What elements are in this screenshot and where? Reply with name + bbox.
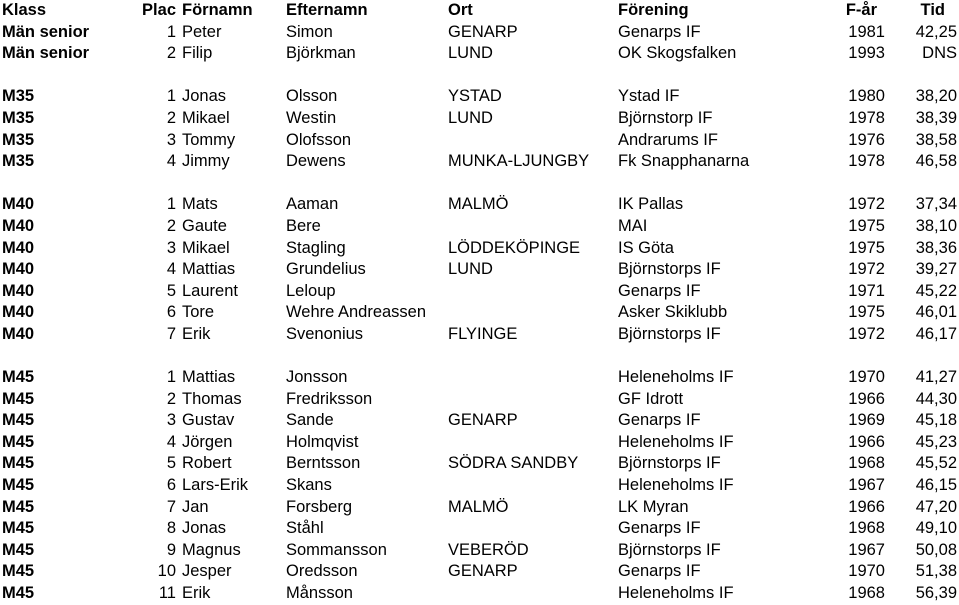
cell-plac: 4 [166, 260, 176, 279]
cell-fornamn: Jörgen [182, 432, 233, 451]
cell-tid: 46,15 [915, 476, 957, 495]
cell-fornamn: Mikael [182, 108, 230, 127]
cell-plac: 2 [166, 44, 176, 63]
cell-plac: 5 [166, 281, 176, 300]
header-far: F-år [845, 1, 877, 19]
cell-klass: M45 [2, 519, 35, 538]
results-body [0, 22, 959, 605]
table-row [0, 540, 959, 562]
cell-ort [448, 302, 618, 324]
cell-tid: 41,27 [915, 368, 957, 387]
cell-ort: LÖDDEKÖPINGE [448, 238, 581, 257]
cell-plac: 4 [166, 432, 176, 451]
cell-far: 1975 [848, 216, 885, 235]
table-row [0, 108, 959, 130]
cell-fornamn: Mats [182, 195, 218, 214]
cell-plac: 4 [166, 152, 176, 171]
cell-far: 1971 [848, 281, 885, 300]
cell-far: 1972 [848, 260, 885, 279]
cell-ort: VEBERÖD [448, 540, 529, 559]
spacer-cell [0, 173, 959, 195]
cell-far: 1975 [848, 238, 885, 257]
cell-tid: 46,01 [915, 303, 957, 322]
table-row [0, 281, 959, 303]
table-row [0, 216, 959, 238]
cell-ort: GENARP [448, 411, 518, 430]
cell-efternamn: Fredriksson [286, 389, 373, 408]
cell-forening: Genarps IF [618, 22, 701, 41]
cell-forening: Heleneholms IF [618, 432, 734, 451]
cell-plac: 8 [166, 519, 176, 538]
cell-fornamn: Jimmy [182, 152, 230, 171]
cell-klass: M40 [2, 216, 35, 235]
cell-ort [448, 389, 618, 411]
cell-forening: LK Myran [618, 497, 689, 516]
cell-tid: 56,39 [915, 584, 957, 603]
cell-plac: 6 [166, 303, 176, 322]
cell-efternamn: Grundelius [286, 260, 366, 279]
cell-efternamn: Olofsson [286, 130, 352, 149]
cell-forening: Heleneholms IF [618, 584, 734, 603]
cell-efternamn: Sande [286, 411, 334, 430]
cell-tid: 45,52 [915, 454, 957, 473]
cell-klass: M45 [2, 562, 35, 581]
cell-tid: 49,10 [915, 519, 957, 538]
spacer-cell [0, 65, 959, 87]
cell-fornamn: Tore [182, 303, 215, 322]
cell-plac: 7 [166, 324, 176, 343]
cell-far: 1993 [848, 44, 885, 63]
cell-tid: 46,17 [915, 324, 957, 343]
cell-tid: 42,25 [915, 22, 957, 41]
cell-ort: YSTAD [448, 87, 502, 106]
cell-ort: FLYINGE [448, 324, 518, 343]
cell-klass: M35 [2, 87, 35, 106]
cell-klass: M40 [2, 281, 35, 300]
cell-fornamn: Erik [182, 584, 211, 603]
cell-efternamn: Olsson [286, 87, 338, 106]
cell-klass: M45 [2, 584, 35, 603]
cell-klass: M40 [2, 238, 35, 257]
cell-far: 1966 [848, 432, 885, 451]
cell-forening: Ystad IF [618, 87, 680, 106]
cell-tid: 39,27 [915, 260, 957, 279]
cell-klass: M45 [2, 454, 35, 473]
cell-fornamn: Magnus [182, 540, 241, 559]
cell-fornamn: Gustav [182, 411, 235, 430]
cell-forening: Genarps IF [618, 519, 701, 538]
cell-ort [448, 583, 618, 605]
group-spacer [0, 65, 959, 87]
cell-tid: 45,22 [915, 281, 957, 300]
cell-ort [448, 216, 618, 238]
cell-klass: M40 [2, 324, 35, 343]
cell-fornamn: Filip [182, 44, 213, 63]
cell-far: 1980 [848, 87, 885, 106]
cell-ort [448, 475, 618, 497]
cell-far: 1976 [848, 130, 885, 149]
cell-klass: Män senior [2, 44, 90, 63]
table-row [0, 561, 959, 583]
cell-tid: 38,20 [915, 87, 957, 106]
table-row [0, 194, 959, 216]
cell-plac: 3 [166, 130, 176, 149]
cell-tid: 45,18 [915, 411, 957, 430]
cell-fornamn: Laurent [182, 281, 238, 300]
header-plac: Plac [142, 1, 176, 19]
table-row [0, 151, 959, 173]
cell-efternamn: Jonsson [286, 368, 348, 387]
cell-efternamn: Dewens [286, 152, 346, 171]
cell-forening: IK Pallas [618, 195, 684, 214]
cell-far: 1967 [848, 476, 885, 495]
cell-klass: M45 [2, 497, 35, 516]
cell-fornamn: Gaute [182, 216, 227, 235]
cell-tid: 37,34 [915, 195, 957, 214]
header-ort: Ort [448, 1, 473, 19]
table-row [0, 130, 959, 152]
cell-fornamn: Jonas [182, 87, 227, 106]
cell-tid: 46,58 [915, 152, 957, 171]
cell-far: 1968 [848, 584, 885, 603]
cell-plac: 3 [166, 411, 176, 430]
cell-far: 1966 [848, 497, 885, 516]
table-row [0, 43, 959, 65]
cell-forening: GF Idrott [618, 389, 684, 408]
cell-plac: 7 [166, 497, 176, 516]
table-row [0, 475, 959, 497]
cell-klass: M45 [2, 432, 35, 451]
cell-plac: 2 [166, 108, 176, 127]
cell-efternamn: Björkman [286, 44, 356, 63]
cell-forening: Björnstorp IF [618, 108, 713, 127]
cell-fornamn: Thomas [182, 389, 242, 408]
cell-efternamn: Aaman [286, 195, 339, 214]
cell-ort [448, 281, 618, 303]
cell-klass: M45 [2, 411, 35, 430]
cell-far: 1966 [848, 389, 885, 408]
cell-far: 1968 [848, 454, 885, 473]
cell-forening: OK Skogsfalken [618, 44, 737, 63]
cell-klass: M45 [2, 389, 35, 408]
table-row [0, 238, 959, 260]
cell-tid: DNS [922, 44, 957, 63]
table-row [0, 583, 959, 605]
cell-forening: Fk Snapphanarna [618, 152, 750, 171]
cell-klass: M35 [2, 108, 35, 127]
cell-plac: 5 [166, 454, 176, 473]
cell-tid: 47,20 [915, 497, 957, 516]
cell-efternamn: Leloup [286, 281, 336, 300]
cell-efternamn: Forsberg [286, 497, 353, 516]
cell-ort [448, 518, 618, 540]
cell-ort [448, 432, 618, 454]
cell-efternamn: Wehre Andreassen [286, 303, 427, 322]
cell-forening: Heleneholms IF [618, 368, 734, 387]
table-row [0, 302, 959, 324]
cell-far: 1969 [848, 411, 885, 430]
cell-tid: 45,23 [915, 432, 957, 451]
spacer-cell [0, 346, 959, 368]
cell-efternamn: Oredsson [286, 562, 358, 581]
header-klass: Klass [2, 1, 47, 19]
cell-far: 1972 [848, 324, 885, 343]
cell-efternamn: Svenonius [286, 324, 364, 343]
cell-forening: Björnstorps IF [618, 260, 721, 279]
cell-efternamn: Bere [286, 216, 321, 235]
table-row [0, 324, 959, 346]
table-row [0, 86, 959, 108]
table-row [0, 22, 959, 44]
table-row [0, 432, 959, 454]
cell-forening: Björnstorps IF [618, 454, 721, 473]
cell-fornamn: Mattias [182, 260, 236, 279]
cell-tid: 38,36 [915, 238, 957, 257]
cell-ort [448, 367, 618, 389]
table-row [0, 389, 959, 411]
cell-forening: Genarps IF [618, 281, 701, 300]
cell-ort: MUNKA-LJUNGBY [448, 152, 590, 171]
cell-plac: 1 [166, 195, 176, 214]
cell-efternamn: Ståhl [286, 519, 324, 538]
cell-klass: M40 [2, 260, 35, 279]
cell-efternamn: Simon [286, 22, 333, 41]
cell-efternamn: Månsson [286, 584, 353, 603]
cell-forening: MAI [618, 216, 648, 235]
cell-fornamn: Jesper [182, 562, 232, 581]
cell-far: 1968 [848, 519, 885, 538]
table-row [0, 518, 959, 540]
cell-klass: M45 [2, 476, 35, 495]
cell-klass: Män senior [2, 22, 90, 41]
header-tid: Tid [920, 1, 945, 19]
cell-efternamn: Berntsson [286, 454, 361, 473]
cell-fornamn: Jonas [182, 519, 227, 538]
table-row [0, 410, 959, 432]
cell-plac: 10 [157, 562, 176, 581]
cell-ort: LUND [448, 108, 493, 127]
cell-forening: Asker Skiklubb [618, 303, 728, 322]
cell-plac: 2 [166, 389, 176, 408]
cell-far: 1970 [848, 562, 885, 581]
cell-far: 1978 [848, 108, 885, 127]
cell-ort: MALMÖ [448, 195, 509, 214]
table-row [0, 497, 959, 519]
cell-fornamn: Jan [182, 497, 209, 516]
cell-plac: 11 [158, 584, 176, 603]
group-spacer [0, 346, 959, 368]
header-forening: Förening [618, 1, 689, 19]
cell-tid: 38,58 [915, 130, 957, 149]
group-spacer [0, 173, 959, 195]
cell-plac: 6 [166, 476, 176, 495]
cell-klass: M40 [2, 303, 35, 322]
cell-tid: 38,39 [915, 108, 957, 127]
cell-forening: IS Göta [618, 238, 674, 257]
cell-tid: 51,38 [915, 562, 957, 581]
cell-plac: 9 [166, 540, 176, 559]
cell-klass: M35 [2, 130, 35, 149]
cell-ort: SÖDRA SANDBY [448, 454, 579, 473]
header-row [0, 0, 959, 22]
cell-klass: M45 [2, 368, 35, 387]
cell-far: 1967 [848, 540, 885, 559]
cell-forening: Genarps IF [618, 562, 701, 581]
cell-forening: Andrarums IF [618, 130, 718, 149]
cell-fornamn: Peter [182, 22, 222, 41]
cell-fornamn: Tommy [182, 130, 236, 149]
cell-efternamn: Sommansson [286, 540, 387, 559]
table-row [0, 367, 959, 389]
cell-ort: GENARP [448, 22, 518, 41]
cell-klass: M35 [2, 152, 35, 171]
cell-ort: LUND [448, 260, 493, 279]
cell-forening: Björnstorps IF [618, 324, 721, 343]
header-fornamn: Förnamn [182, 1, 253, 19]
cell-forening: Björnstorps IF [618, 540, 721, 559]
cell-far: 1970 [848, 368, 885, 387]
cell-forening: Heleneholms IF [618, 476, 734, 495]
cell-plac: 1 [166, 22, 176, 41]
cell-efternamn: Stagling [286, 238, 346, 257]
cell-tid: 38,10 [915, 216, 957, 235]
cell-plac: 1 [166, 368, 176, 387]
cell-fornamn: Lars-Erik [182, 476, 249, 495]
cell-plac: 1 [166, 87, 176, 106]
header-efternamn: Efternamn [286, 1, 368, 19]
table-row [0, 453, 959, 475]
cell-klass: M45 [2, 540, 35, 559]
cell-far: 1981 [848, 22, 885, 41]
cell-fornamn: Robert [182, 454, 232, 473]
cell-plac: 2 [166, 216, 176, 235]
cell-far: 1972 [848, 195, 885, 214]
cell-fornamn: Erik [182, 324, 211, 343]
cell-klass: M40 [2, 195, 35, 214]
cell-fornamn: Mikael [182, 238, 230, 257]
cell-ort: LUND [448, 44, 493, 63]
cell-plac: 3 [166, 238, 176, 257]
cell-ort: MALMÖ [448, 497, 509, 516]
cell-far: 1978 [848, 152, 885, 171]
cell-efternamn: Holmqvist [286, 432, 359, 451]
cell-tid: 44,30 [915, 389, 957, 408]
cell-efternamn: Skans [286, 476, 332, 495]
table-row [0, 259, 959, 281]
cell-forening: Genarps IF [618, 411, 701, 430]
cell-efternamn: Westin [286, 108, 337, 127]
cell-fornamn: Mattias [182, 368, 236, 387]
cell-ort [448, 130, 618, 152]
results-header [0, 0, 959, 22]
cell-ort: GENARP [448, 562, 518, 581]
cell-tid: 50,08 [915, 540, 957, 559]
cell-far: 1975 [848, 303, 885, 322]
